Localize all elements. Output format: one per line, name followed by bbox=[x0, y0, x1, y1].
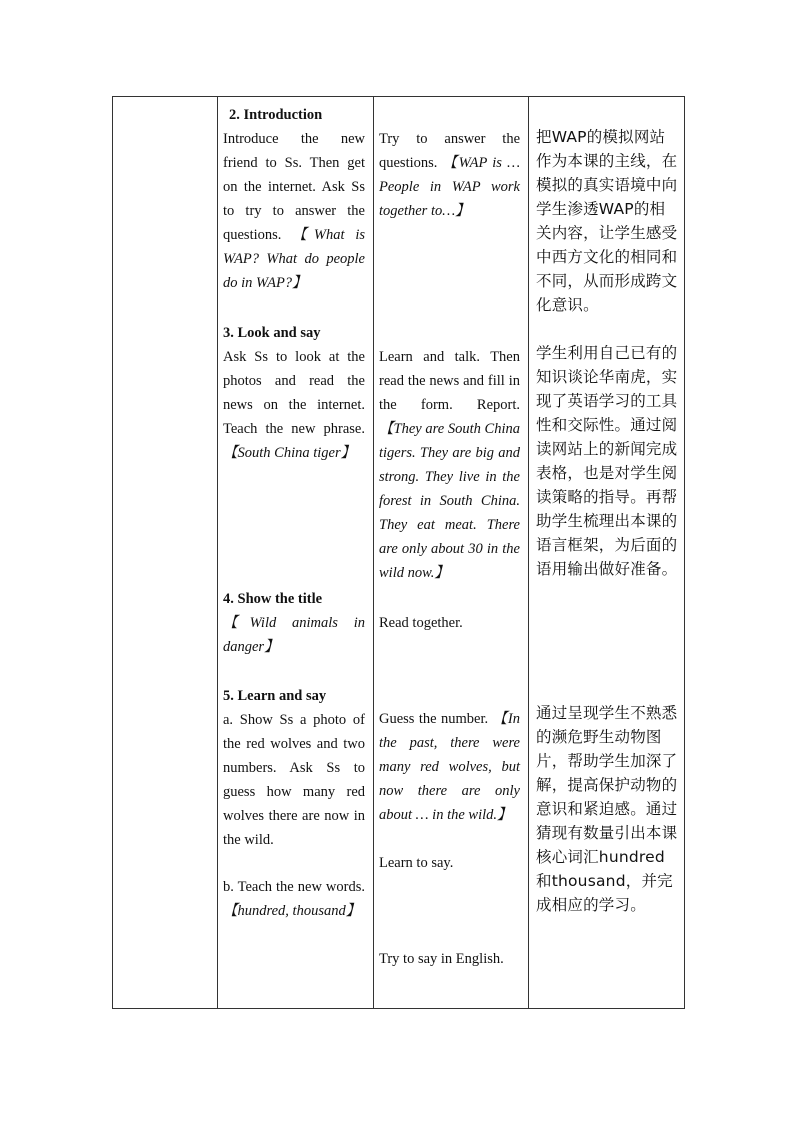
student-activity: Learn and talk. Then read the news and fill in the form. Report. 【They are South China tigers. They are big and strong. They live in the forest in South China. They eat meat. There are only about 30 in the wild now.】 bbox=[379, 349, 520, 581]
teacher-activity: a. Show Ss a photo of the red wolves and two numbers. Ask Ss to guess how many red wolves there are now in the wild. bbox=[223, 712, 365, 848]
student-activity: Guess the number. 【In the past, there were many red wolves, but now there are only about … in the wild.】 bbox=[379, 711, 520, 823]
lesson-plan-table bbox=[112, 96, 685, 1009]
design-purpose: 通过呈现学生不熟悉的濒危野生动物图片，帮助学生加深了解，提高保护动物的意识和紧迫感。通过猜现有数量引出本课核心词汇hundred和thousand，并完成相应的学习。 bbox=[536, 704, 678, 914]
student-activity: Try to say in English. bbox=[379, 951, 504, 967]
design-purpose-column bbox=[528, 97, 685, 1008]
student-activity: Read together. bbox=[379, 615, 463, 631]
teacher-activity-column bbox=[217, 97, 373, 1008]
teacher-activity: Ask Ss to look at the photos and read the news on the internet. Teach the new phrase. 【South China tiger】 bbox=[223, 349, 365, 461]
section-heading: 3. Look and say bbox=[223, 325, 321, 341]
teacher-activity: b. Teach the new words. 【hundred, thousand】 bbox=[223, 879, 365, 919]
section-heading: 4. Show the title bbox=[223, 591, 323, 607]
student-activity: Learn to say. bbox=[379, 855, 454, 871]
design-purpose: 把WAP的模拟网站作为本课的主线，在模拟的真实语境中向学生渗透WAP的相关内容，让学生感受中西方文化的相同和不同，从而形成跨文化意识。 bbox=[536, 128, 678, 314]
section-heading: 5. Learn and say bbox=[223, 688, 327, 704]
section-heading: 2. Introduction bbox=[229, 107, 323, 123]
step-column bbox=[113, 97, 217, 1008]
design-purpose: 学生利用自己已有的知识谈论华南虎，实现了英语学习的工具性和交际性。通过阅读网站上的新闻完成表格，也是对学生阅读策略的指导。再帮助学生梳理出本课的语言框架，为后面的语用输出做好准备。 bbox=[536, 344, 678, 578]
teacher-activity: 【Wild animals in danger】 bbox=[223, 615, 365, 655]
student-activity: Try to answer the questions. 【WAP is … People in WAP work together to…】 bbox=[379, 131, 520, 219]
student-activity-column bbox=[373, 97, 528, 1008]
teacher-activity: Introduce the new friend to Ss. Then get on the internet. Ask Ss to try to answer the questions. 【What is WAP? What do people do in WAP?】 bbox=[223, 131, 365, 291]
